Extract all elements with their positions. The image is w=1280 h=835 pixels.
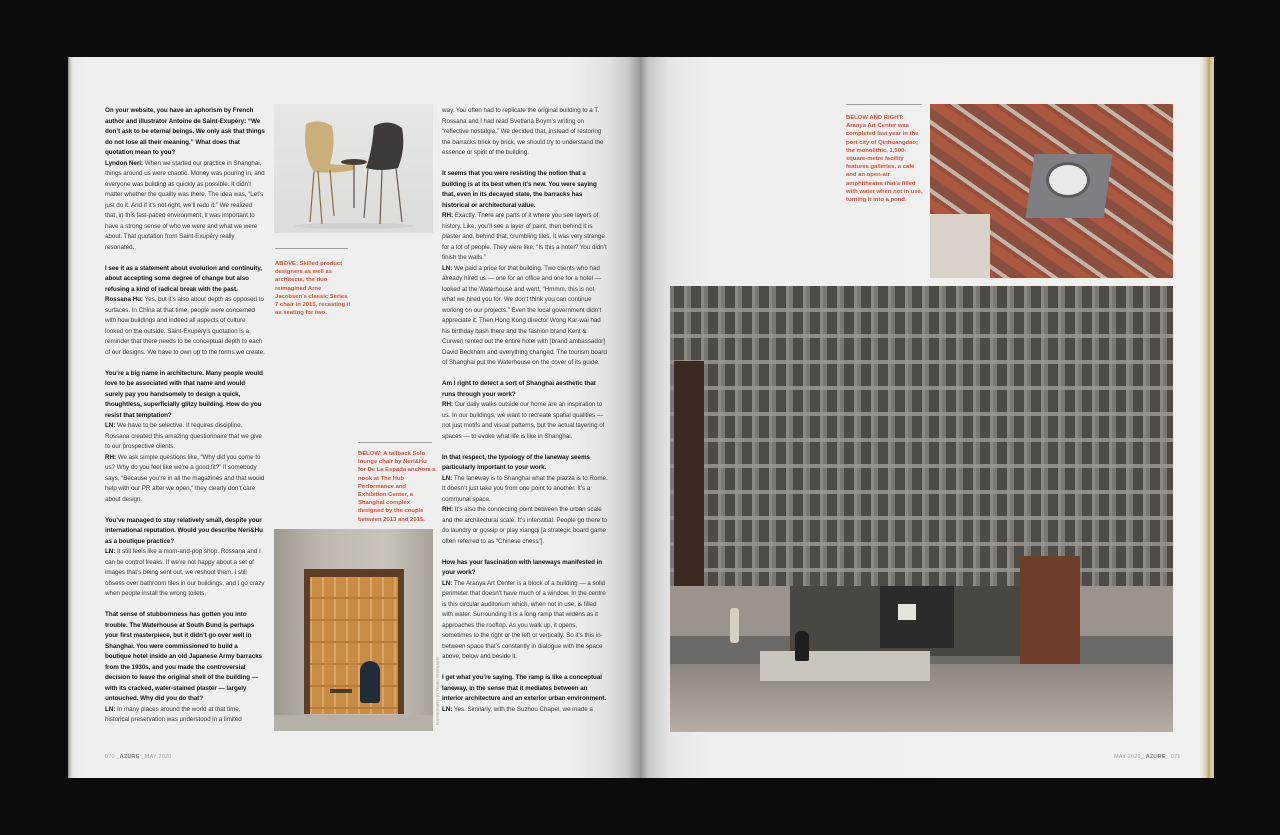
article-column-2 [442, 106, 608, 726]
answer: When we started our practice in Shanghai, things around us were chaotic. Money was pouring in, and everyone was building as quickly as possible. It didn’t matter whether the quality was there. The idea was, “Let’s just do it. And if it’s not right, we’ll redo it.” We realized that, in this fast-paced environment, it was important to have a strong sense of who we were and what we were about. That quotation from Saint-Exupéry really resonated. [105, 159, 265, 251]
solo-lounge-chair-photo [274, 529, 433, 731]
speaker: Rossana Hu: [105, 296, 143, 303]
series7-chair-photo [274, 104, 433, 233]
answer: Yes. Similarly, with the Suzhou Chapel, we made a [452, 705, 593, 713]
answer: We paid a price for that building. Two clients who had already hired us — one for an office and one for a hotel — looked at the Waterhouse and went, “Hmmm, this is not what we hired you for. We don’t think you can continue working on our projects.” Even the local government didn’t appreciate it. Then Hong Kong director Wong Kar-wai had his birthday bash there and the fashion brand Kent & Curwen rented out the entire hotel with [brand ambassador] David Beckham and everything changed. The tourism board of Shanghai put the Waterhouse on the cover of its guide. [442, 264, 607, 366]
question: It seems that you were resisting the notion that a building is at its best when it’s new. You were saying that, even in its decayed state, the barracks has historical or architectural value. [442, 170, 597, 209]
photo-credit: PHOTOGRAPHY BY PEDRO PEGENAUTE [436, 656, 440, 725]
question: In that respect, the typology of the laneway seems particularly important to your work. [442, 453, 590, 471]
folio-left: 070 _AZURE _MAY 2020 [105, 754, 172, 760]
question: That sense of stubbornness has gotten you into trouble. The Waterhouse at South Bund is perhaps your first masterpiece, but it didn’t go over well in Shanghai. You were commissioned to build a boutique hotel inside an old Japanese Army barracks from the 1930s, and you made the controversial decision to leave the original shell of the building — with its cracked, water-stained plaster — largely untouched. Why did you do that? [105, 611, 263, 702]
question: On your website, you have an aphorism by French author and illustrator Antoine de Saint-Exupéry: “We don’t ask to be eternal beings. We only ask that things do not lose all their meaning.” What does that quotation mean to you? [105, 107, 265, 156]
folio-right: MAY 2020_ AZURE_ 071 [1114, 754, 1181, 760]
speaker: LN: [442, 474, 453, 482]
speaker: Lyndon Neri: [105, 159, 143, 167]
bronze-door [1020, 556, 1080, 666]
answer: The Aranya Art Center is a block of a building — a solid perimeter that doesn’t have much of a window. In the centre is this circular auditorium which, when not in use, is filled with water. Surrounding it is a long ramp that widens as it approaches the rooftop. As you walk up, it opens, sometimes to the right or the left or vertically. So it’s this in-between space that’s constantly in dialogue with the space above, below and beside it. [442, 579, 606, 660]
speaker: RH: [105, 453, 117, 461]
speaker: LN: [442, 579, 453, 587]
question: You’re a big name in architecture. Many people would love to be associated with that name and would surely pay you handsomely to design a quick, thoughtless, superficially glitzy building. How do you resist that temptation? [105, 369, 263, 419]
speaker: RH: [442, 506, 454, 513]
magazine-spread [68, 57, 1214, 778]
speaker: LN: [105, 548, 116, 555]
aranya-aerial-photo [930, 104, 1173, 278]
caption-rule [275, 248, 348, 249]
bronze-panel [674, 361, 704, 621]
speaker: LN: [105, 705, 116, 713]
answer: It’s also the connecting point between the urban scale and the architectural scale. It’s interstitial. People go there to do laundry or gossip or play xiangqi [a strategic board game often referred to as “Chinese chess”]. [442, 506, 607, 545]
answer: We ask simple questions like, “Why did you come to us? Why do you feel like we’re a good fit?” If somebody says, “Because you’re in all the magazines and that would help with our PR after we open,” they clearly don’t care about design. [105, 453, 265, 503]
answer: It still feels like a mom-and-pop shop. Rossana and I can be control freaks. If we’re not happy about a set of images that’s being sent out, we reshoot them. I still obsess over bathroom tiles in our buildings, and I go crazy when people install the wrong toilets. [105, 548, 265, 597]
caption-rule [358, 442, 432, 443]
caption-above: ABOVE: Skilled product designers as well as architects, the duo reimagined Arne Jacobsen’s classic Series 7 chair in 2015, recasting it as seating for two. [275, 261, 351, 317]
answer: The laneway is to Shanghai what the piazza is to Rome. It doesn’t just take you from one point to another. It’s a communal space. [442, 474, 608, 503]
lounge-chair [360, 661, 380, 703]
answer: In many places around the world at that time, historical preservation was understood in a limited [105, 705, 242, 723]
person-standing [730, 608, 739, 643]
circular-auditorium [1046, 162, 1090, 198]
speaker: RH: [442, 401, 454, 408]
answer: Our daily walks outside our home are an inspiration to us. In our buildings, we want to recreate spatial qualities — not just motifs and visual patterns, but the actual layering of spaces — to evoke what life is like in Shanghai. [442, 401, 605, 440]
question: Am I right to detect a sort of Shanghai aesthetic that runs through your work? [442, 380, 596, 398]
aranya-building-photo [670, 286, 1173, 732]
speaker: LN: [105, 422, 116, 429]
article-column-1 [105, 106, 265, 736]
question: I see it as a statement about evolution and continuity, about accepting some degree of change but also refusing a kind of radical break with the past. [105, 264, 263, 293]
lit-window [898, 604, 916, 620]
chair-illustration [274, 104, 433, 233]
speaker: LN: [442, 705, 453, 713]
stone-bench [760, 651, 930, 681]
answer: Yes, but it’s also about depth as opposed to surfaces. In China at that time, people were concerned with how buildings and indeed all aspects of culture looked on the outside. Saint-Exupéry’s quotation is a reminder that there needs to be conceptual depth to each of our designs. We have to own up to the forms we create. [105, 296, 265, 356]
answer: way. You often had to replicate the original building to a T. Rossana and I had read Svetlana Boym’s writing on “reflective nostalgia.” We decided that, instead of restoring the barracks brick by brick, we should try to understand the essence or spirit of the building. [442, 107, 604, 156]
question: I get what you’re saying. The ramp is like a conceptual laneway, in the sense that it mediates between an interior architecture and an exterior urban environment. [442, 674, 607, 702]
answer: We have to be selective. It requires discipline. Rossana created this amazing questionnaire that we give to our prospective clients. [105, 422, 262, 450]
caption-right: BELOW AND RIGHT: Aranya Art Center was completed last year in the port city of Qinhuangdao; the monolithic, 1,500-square-metre facility features galleries, a café and an open-air amphitheatre that’s filled with water when not in use, turning it into a pond. [846, 115, 923, 204]
caption-rule [846, 104, 922, 105]
question: How has your fascination with laneways manifested in your work? [442, 558, 603, 576]
speaker: RH: [442, 212, 454, 219]
left-page [68, 57, 640, 778]
question: You’ve managed to stay relatively small, despite your international reputation. Would you describe Neri&Hu as a boutique practice? [105, 516, 263, 545]
speaker: LN: [442, 264, 453, 272]
answer: Exactly. There are parts of it where you see layers of history. Like, you’ll see a layer of paint, then behind it is plaster and, behind that, crumbling tiles. It was very strange for a lot of people. They were like, “Is this a hotel? You didn’t finish the walls.” [442, 212, 607, 261]
right-page [640, 57, 1214, 778]
caption-below: BELOW: A tallback Solo lounge chair by Neri&Hu for De La Espada anchors a nook at The Hub Performance and Exhibition Center, a Shanghai complex designed by the couple between 2013 and 2015. [358, 451, 436, 523]
person-sitting [795, 631, 809, 661]
